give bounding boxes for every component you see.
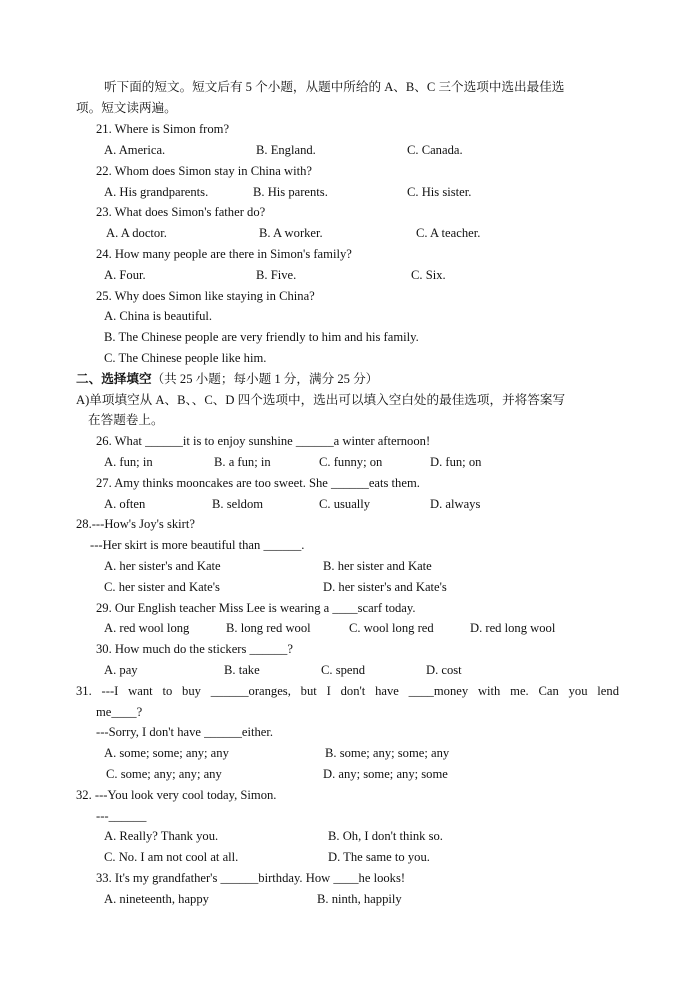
question-stem-dialogue: ---Her skirt is more beautiful than ______. [90, 538, 305, 552]
option: C. wool long red [349, 621, 434, 635]
option: A. pay [104, 663, 138, 677]
option: C. Six. [411, 268, 446, 282]
option: A. her sister's and Kate [104, 559, 221, 573]
option: A. fun; in [104, 455, 153, 469]
option: B. His parents. [253, 185, 328, 199]
option: B. ninth, happily [317, 892, 402, 906]
section1-intro-line1: 听下面的短文。短文后有 5 个小题，从题中所给的 A、B、C 三个选项中选出最佳选 [104, 80, 565, 94]
question-stem: 21. Where is Simon from? [96, 122, 230, 136]
section2-instructions-line1: A)单项填空从 A、B、、C、D 四个选项中，选出可以填入空白处的最佳选项，并将答案写 [76, 393, 566, 407]
option: C. spend [321, 663, 366, 677]
option: C. her sister and Kate's [104, 580, 220, 594]
option: C. Canada. [407, 143, 463, 157]
section1-intro-line2: 项。短文读两遍。 [76, 101, 177, 115]
option: B. Oh, I don't think so. [328, 829, 443, 843]
option: B. England. [256, 143, 316, 157]
option: A. His grandparents. [104, 185, 209, 199]
option: D. always [430, 497, 481, 511]
option: B. some; any; some; any [325, 746, 450, 760]
option: C. The Chinese people like him. [104, 351, 267, 365]
option: C. His sister. [407, 185, 472, 199]
option: B. Five. [256, 268, 297, 282]
question-stem-dialogue: ---______ [96, 809, 147, 823]
option: A. A doctor. [106, 226, 167, 240]
question-stem: 32. ---You look very cool today, Simon. [76, 788, 277, 802]
section2-instructions-line2: 在答题卷上。 [88, 413, 164, 427]
question-stem: 29. Our English teacher Miss Lee is wearing a ____scarf today. [96, 601, 416, 615]
option: B. long red wool [226, 621, 311, 635]
option: D. any; some; any; some [323, 767, 448, 781]
question-stem: 30. How much do the stickers ______? [96, 642, 293, 656]
option: C. funny; on [319, 455, 383, 469]
option: D. red long wool [470, 621, 556, 635]
option: B. seldom [212, 497, 264, 511]
option: C. usually [319, 497, 371, 511]
option: A. Four. [104, 268, 146, 282]
option: A. nineteenth, happy [104, 892, 209, 906]
question-stem-continued: me____? [96, 705, 143, 719]
option: D. her sister's and Kate's [323, 580, 447, 594]
option: D. cost [426, 663, 462, 677]
option: B. A worker. [259, 226, 323, 240]
question-stem: 25. Why does Simon like staying in China? [96, 289, 315, 303]
question-stem: 31. ---I want to buy ______oranges, but I don't have ____money with me. Can you lend [76, 684, 619, 698]
option: A. America. [104, 143, 166, 157]
option: C. some; any; any; any [106, 767, 222, 781]
option: B. her sister and Kate [323, 559, 432, 573]
question-stem: 23. What does Simon's father do? [96, 205, 266, 219]
option: C. No. I am not cool at all. [104, 850, 239, 864]
question-stem: 22. Whom does Simon stay in China with? [96, 164, 312, 178]
question-stem: 24. How many people are there in Simon's family? [96, 247, 352, 261]
question-stem: 28.---How's Joy's skirt? [76, 517, 195, 531]
question-stem-dialogue: ---Sorry, I don't have ______either. [96, 725, 274, 739]
option: A. often [104, 497, 146, 511]
section2-heading [76, 371, 378, 387]
option: C. A teacher. [416, 226, 481, 240]
option: A. Really? Thank you. [104, 829, 219, 843]
question-stem: 26. What ______it is to enjoy sunshine ______a winter afternoon! [96, 434, 431, 448]
section2-heading-scoring: （共 25 小题；每小题 1 分，满分 25 分） [151, 372, 379, 386]
option: D. fun; on [430, 455, 482, 469]
option: B. take [224, 663, 260, 677]
option: B. a fun; in [214, 455, 271, 469]
question-stem: 27. Amy thinks mooncakes are too sweet. She ______eats them. [96, 476, 420, 490]
option: A. some; some; any; any [104, 746, 229, 760]
option: D. The same to you. [328, 850, 430, 864]
option: B. The Chinese people are very friendly to him and his family. [104, 330, 419, 344]
option: A. China is beautiful. [104, 309, 213, 323]
question-stem: 33. It's my grandfather's ______birthday. How ____he looks! [96, 871, 406, 885]
section2-heading-title: 二、选择填空 [76, 372, 152, 386]
option: A. red wool long [104, 621, 190, 635]
